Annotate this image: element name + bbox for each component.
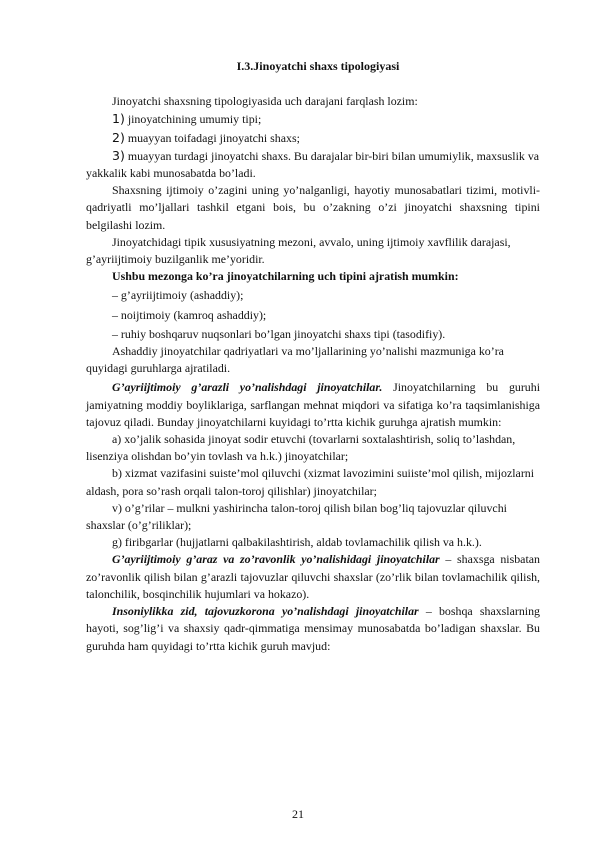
section-title: I.3.Jinoyatchi shaxs tipologiyasi	[236, 59, 400, 73]
level-item	[86, 129, 540, 147]
subgroup-item: v) o’g’rilar – mulkni yashirincha talon-toroj qilish bilan bog’liq tajovuzlar qiluvchi shaxslar (o’g’riliklar);	[86, 500, 507, 533]
subgroup-item: b) xizmat vazifasini suiste’mol qiluvchi (xizmat lavozimini suiiste’mol qilish, mijozlarni aldash, pora so’rash orqali talon-toroj qilishlar) jinoyatchilar;	[86, 466, 535, 498]
body-paragraph: Ashaddiy jinoyatchilar qadriyatlari va mo’ljallarining yo’nalishi mazmuniga ko’ra quyidagi guruhlarga ajratiladi.	[86, 344, 504, 376]
level-item	[86, 110, 540, 128]
body-paragraph: Jinoyatchidagi tipik xususiyatning mezoni, avvalo, uning ijtimoiy xavflilik darajasi, g’ayriijtimoiy buzilganlik me’yoridir.	[86, 234, 511, 267]
group-term: G’ayriijtimoiy g’araz va zo’ravonlik yo’nalishidagi jinoyatchilar	[112, 552, 440, 567]
level-text: muayyan turdagi jinoyatchi shaxs. Bu darajalar bir-biri bilan umumiylik, maxsuslik va yakkalik kabi munosabatda bo’ladi.	[86, 148, 540, 181]
group-text: – shaxsga nisbatan zo’ravonlik qilish bilan g’arazli tajovuzlar qiluvchi shaxslar (zo’rlik bilan tovlamachilik qilish, talonchilik, bosqinchilik hujumlari va hokazo).	[86, 552, 540, 601]
type-item: – g’ayriijtimoiy (ashaddiy);	[112, 288, 244, 303]
group-paragraph	[86, 379, 540, 431]
page-content	[86, 58, 540, 655]
group-term: Insoniylikka zid, tajovuzkorona yo’nalishdagi jinoyatchilar	[112, 604, 419, 619]
group-text: Jinoyatchilarning bu guruhi jamiyatning moddiy boyliklariga, sarflangan mehnat miqdori va sifatiga ko’ra taqsimlanishiga tajovuz qiladi. Bunday jinoyatchilarni kuyidagi to’rtta kichik guruhga ajratish mumkin:	[86, 380, 540, 429]
intro-paragraph: Jinoyatchi shaxsning tipologiyasida uch darajani farqlash lozim:	[112, 94, 418, 109]
group-paragraph	[86, 603, 540, 655]
type-item: – noijtimoiy (kamroq ashaddiy);	[112, 307, 267, 322]
subgroup-item: g) firibgarlar (hujjatlarni qalbakilashtirish, aldab tovlamachilik qilish va h.k.).	[112, 535, 482, 550]
level-text: jinoyatchining umumiy tipi;	[127, 112, 262, 127]
level-number: 3)	[112, 147, 125, 163]
level-text: muayyan toifadagi jinoyatchi shaxs;	[127, 130, 300, 145]
type-item: – ruhiy boshqaruv nuqsonlari bo’lgan jinoyatchi shaxs tipi (tasodifiy).	[112, 326, 446, 341]
group-term: G’ayriijtimoiy g’arazli yo’nalishdagi jinoyatchilar.	[112, 380, 383, 395]
page-number: 21	[292, 807, 304, 821]
group-text: – boshqa shaxslarning hayoti, sog’lig’i va shaxsiy qadr-qimmatiga mensimay munosabatda bo’ladigan shaxslar. Bu guruhda ham quyidagi to’rtta kichik guruh mavjud:	[86, 604, 540, 653]
body-paragraph: Shaxsning ijtimoiy o’zagini uning yo’nalganligi, hayotiy munosabatlari tizimi, motivli-qadriyatli mo’ljallari tashkil etgani bois, bu o’zakning o’zi jinoyatchi shaxsning tipini belgilashi lozim.	[86, 183, 540, 232]
level-number: 1)	[112, 111, 125, 127]
criterion-heading: Ushbu mezonga ko’ra jinoyatchilarning uch tipini ajratish mumkin:	[112, 269, 459, 284]
group-paragraph	[86, 551, 540, 603]
level-item	[86, 147, 540, 182]
level-number: 2)	[112, 129, 125, 145]
subgroup-item: a) xo’jalik sohasida jinoyat sodir etuvchi (tovarlarni soxtalashtirish, soliq to’lashdan, lisenziya olishdan bo’yin tovlash va h.k.) jinoyatchilar;	[86, 432, 516, 464]
